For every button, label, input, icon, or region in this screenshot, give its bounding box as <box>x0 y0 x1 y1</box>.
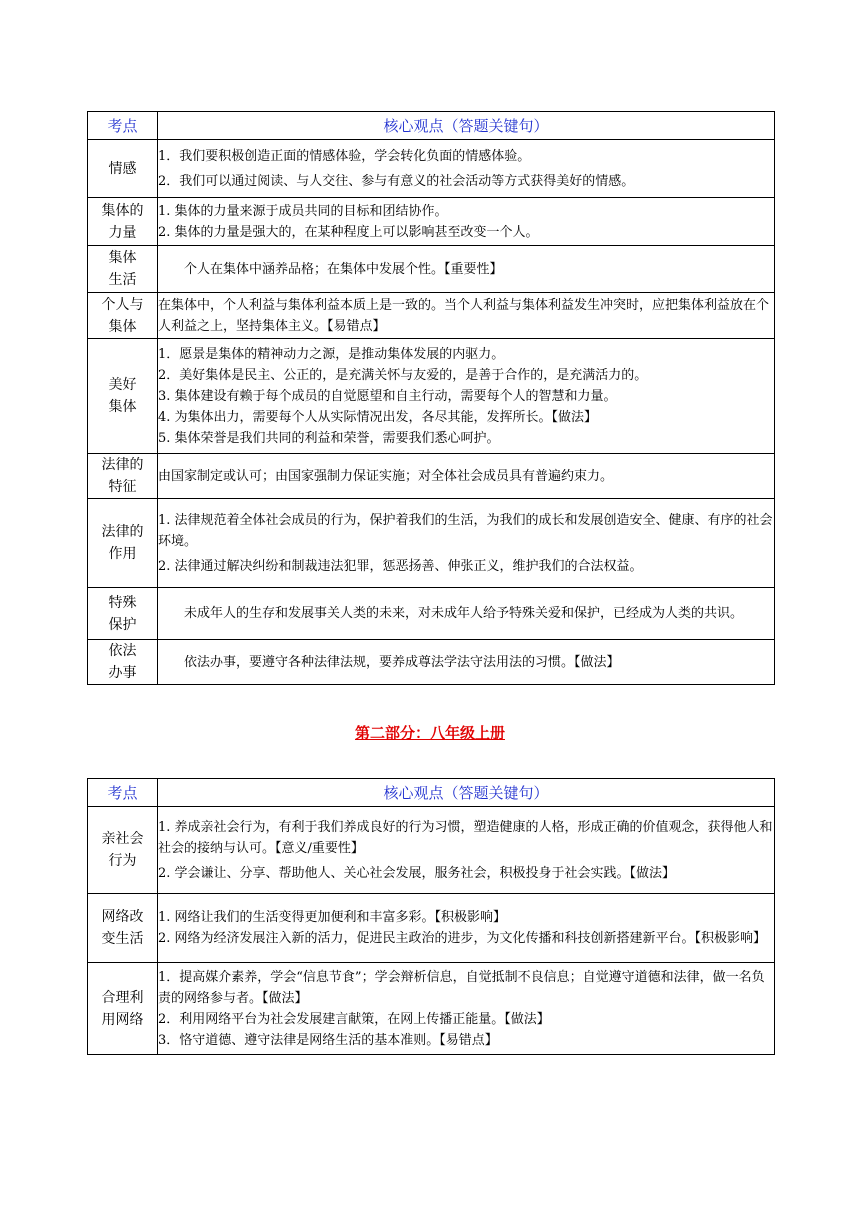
section-title <box>0 722 860 743</box>
point-line: 4. 为集体出力，需要每个人从实际情况出发，各尽其能，发挥所长。【做法】 <box>158 409 598 425</box>
topic-cell: 网络改 变生活 <box>88 894 158 963</box>
content-cell <box>158 140 775 198</box>
point-line: 2．美好集体是民主、公正的，是充满关怀与友爱的，是善于合作的，是充满活力的。 <box>158 367 648 383</box>
table-row <box>88 140 775 198</box>
table-row <box>88 963 775 1055</box>
table-row <box>88 894 775 963</box>
content-cell <box>158 588 775 640</box>
content-cell <box>158 246 775 293</box>
topic-cell: 个人与 集体 <box>88 293 158 339</box>
point-line: 1. 养成亲社会行为，有利于我们养成良好的行为习惯，塑造健康的人格，形成正确的价值观念，获得他人和社会的接纳与认可。【意义/重要性】 <box>158 819 773 856</box>
header-topic: 考点 <box>88 779 158 807</box>
point-line: 2．我们可以通过阅读、与人交往、参与有意义的社会活动等方式获得美好的情感。 <box>158 173 635 189</box>
topic-cell: 集体 生活 <box>88 246 158 293</box>
topic-cell: 法律的 特征 <box>88 454 158 499</box>
content-cell <box>158 640 775 685</box>
point-line: 3．恪守道德、遵守法律是网络生活的基本准则。【易错点】 <box>158 1032 498 1048</box>
content-cell <box>158 894 775 963</box>
table-row <box>88 807 775 894</box>
content-cell <box>158 293 775 339</box>
grade7-keypoints-table <box>87 111 775 685</box>
table-row <box>88 499 775 588</box>
table-row <box>88 246 775 293</box>
point-line: 1．提高媒介素养，学会“信息节食”；学会辩析信息，自觉抵制不良信息；自觉遵守道德和法律，做一名负责的网络参与者。【做法】 <box>158 969 765 1006</box>
header-content: 核心观点（答题关键句） <box>158 112 775 140</box>
grade8-keypoints-table <box>87 778 775 1055</box>
header-topic: 考点 <box>88 112 158 140</box>
content-cell <box>158 963 775 1055</box>
topic-cell: 法律的 作用 <box>88 499 158 588</box>
point-line: 1. 集体的力量来源于成员共同的目标和团结协作。 <box>158 203 448 219</box>
point-line: 1. 网络让我们的生活变得更加便利和丰富多彩。【积极影响】 <box>158 910 507 925</box>
point-line: 2．利用网络平台为社会发展建言献策，在网上传播正能量。【做法】 <box>158 1011 550 1027</box>
point-line: 2. 网络为经济发展注入新的活力，促进民主政治的进步，为文化传播和科技创新搭建新平台。【积极影响】 <box>158 931 767 946</box>
point-line: 个人在集体中涵养品格；在集体中发展个性。【重要性】 <box>184 261 503 277</box>
point-line: 3. 集体建设有赖于每个成员的自觉愿望和自主行动，需要每个人的智慧和力量。 <box>158 388 617 404</box>
point-line: 在集体中，个人利益与集体利益本质上是一致的。当个人利益与集体利益发生冲突时，应把集体利益放在个人利益之上，坚持集体主义。【易错点】 <box>158 297 770 334</box>
table-row <box>88 454 775 499</box>
content-cell <box>158 339 775 454</box>
topic-cell: 依法 办事 <box>88 640 158 685</box>
table-row <box>88 588 775 640</box>
point-line: 2. 学会谦让、分享、帮助他人、关心社会发展，服务社会，积极投身于社会实践。【做法】 <box>158 865 676 881</box>
table-row <box>88 640 775 685</box>
table-row <box>88 198 775 246</box>
topic-cell: 亲社会 行为 <box>88 807 158 894</box>
table-header-row <box>88 112 775 140</box>
content-cell <box>158 454 775 499</box>
section-title-text: 第二部分：八年级上册 <box>354 724 505 742</box>
table-header-row <box>88 779 775 807</box>
point-line: 2. 集体的力量是强大的，在某种程度上可以影响甚至改变一个人。 <box>158 224 539 240</box>
table-row <box>88 293 775 339</box>
content-cell <box>158 198 775 246</box>
table-row <box>88 339 775 454</box>
point-line: 2. 法律通过解决纠纷和制裁违法犯罪，惩恶扬善、伸张正义，维护我们的合法权益。 <box>158 558 643 574</box>
topic-cell: 集体的 力量 <box>88 198 158 246</box>
point-line: 1. 法律规范着全体社会成员的行为，保护着我们的生活，为我们的成长和发展创造安全、健康、有序的社会环境。 <box>158 512 773 549</box>
header-content: 核心观点（答题关键句） <box>158 779 775 807</box>
point-line: 5. 集体荣誉是我们共同的利益和荣誉，需要我们悉心呵护。 <box>158 430 500 446</box>
topic-cell: 情感 <box>88 140 158 198</box>
topic-cell: 合理利 用网络 <box>88 963 158 1055</box>
point-line: 未成年人的生存和发展事关人类的未来，对未成年人给予特殊关爱和保护，已经成为人类的共识。 <box>184 606 744 621</box>
point-line: 由国家制定或认可；由国家强制力保证实施；对全体社会成员具有普遍约束力。 <box>158 468 614 484</box>
point-line: 依法办事，要遵守各种法律法规，要养成尊法学法守法用法的习惯。【做法】 <box>184 654 620 670</box>
content-cell <box>158 807 775 894</box>
point-line: 1．愿景是集体的精神动力之源，是推动集体发展的内驱力。 <box>158 346 505 362</box>
content-cell <box>158 499 775 588</box>
topic-cell: 特殊 保护 <box>88 588 158 640</box>
topic-cell: 美好 集体 <box>88 339 158 454</box>
point-line: 1．我们要积极创造正面的情感体验，学会转化负面的情感体验。 <box>158 148 531 164</box>
